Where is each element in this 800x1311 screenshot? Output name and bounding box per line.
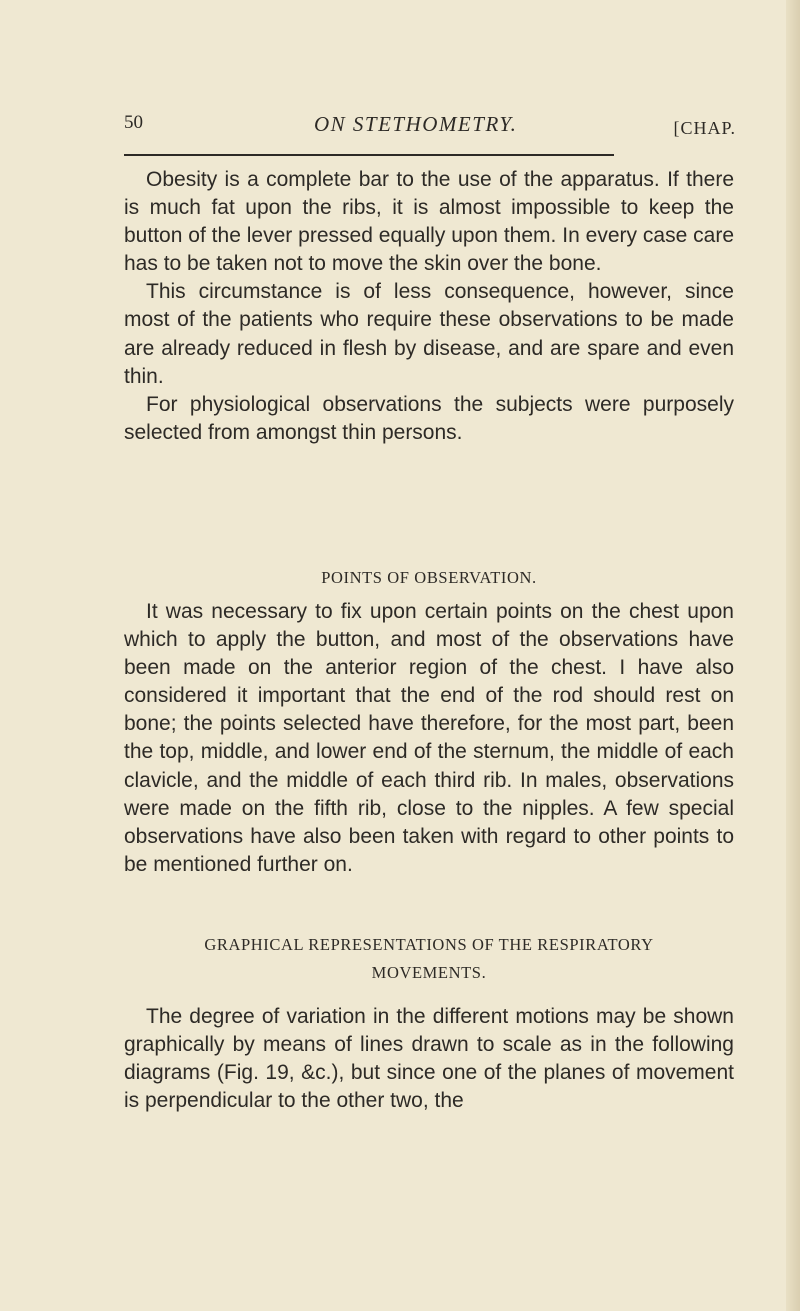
page-edge xyxy=(786,0,800,1311)
running-head xyxy=(124,104,738,140)
heading-points-of-observation: POINTS OF OBSERVATION. xyxy=(321,568,537,587)
chapter-mark: [CHAP. xyxy=(673,118,736,138)
page-number: 50 xyxy=(124,112,143,133)
opening-text-block xyxy=(124,166,734,447)
section-points-text xyxy=(124,598,734,879)
running-title: ON STETHOMETRY. xyxy=(314,112,518,136)
paragraph-points: It was necessary to fix upon certain points on the chest upon which to apply the button, and most of the observations have been made on the anterior region of the chest. I have also considered it important that the end of the rod should rest on bone; the points selected have therefore, for the most part, been the top, middle, and lower end of the sternum, the middle of each clavicle, and the middle of each third rib. In males, observations were made on the fifth rib, close to the nipples. A few special observations have also been taken with regard to other points to be mentioned further on. xyxy=(124,600,734,876)
heading-line-2: MOVEMENTS. xyxy=(371,963,487,982)
heading-line-1: GRAPHICAL REPRESENTATIONS OF THE RESPIRATORY xyxy=(204,935,654,954)
header-rule xyxy=(124,154,614,156)
paragraph-obesity: Obesity is a complete bar to the use of the apparatus. If there is much fat upon the ribs, it is almost impossible to keep the button of the lever pressed equally upon them. In every case care has to be taken not to move the skin over the bone. xyxy=(124,168,734,276)
section-graphical-text xyxy=(124,1003,734,1115)
paragraph-circumstance: This circumstance is of less consequence, however, since most of the patients who require these observations to be made are already reduced in flesh by disease, and are spare and even thin. xyxy=(124,280,734,388)
paragraph-graphical: The degree of variation in the different motions may be shown graphically by means of lines drawn to scale as in the following diagrams (Fig. 19, &c.), but since one of the planes of movement is perpendicular to the other two, the xyxy=(124,1005,734,1113)
paragraph-physiological: For physiological observations the subjects were purposely selected from amongst thin persons. xyxy=(124,392,734,444)
heading-graphical-representations xyxy=(124,931,734,987)
